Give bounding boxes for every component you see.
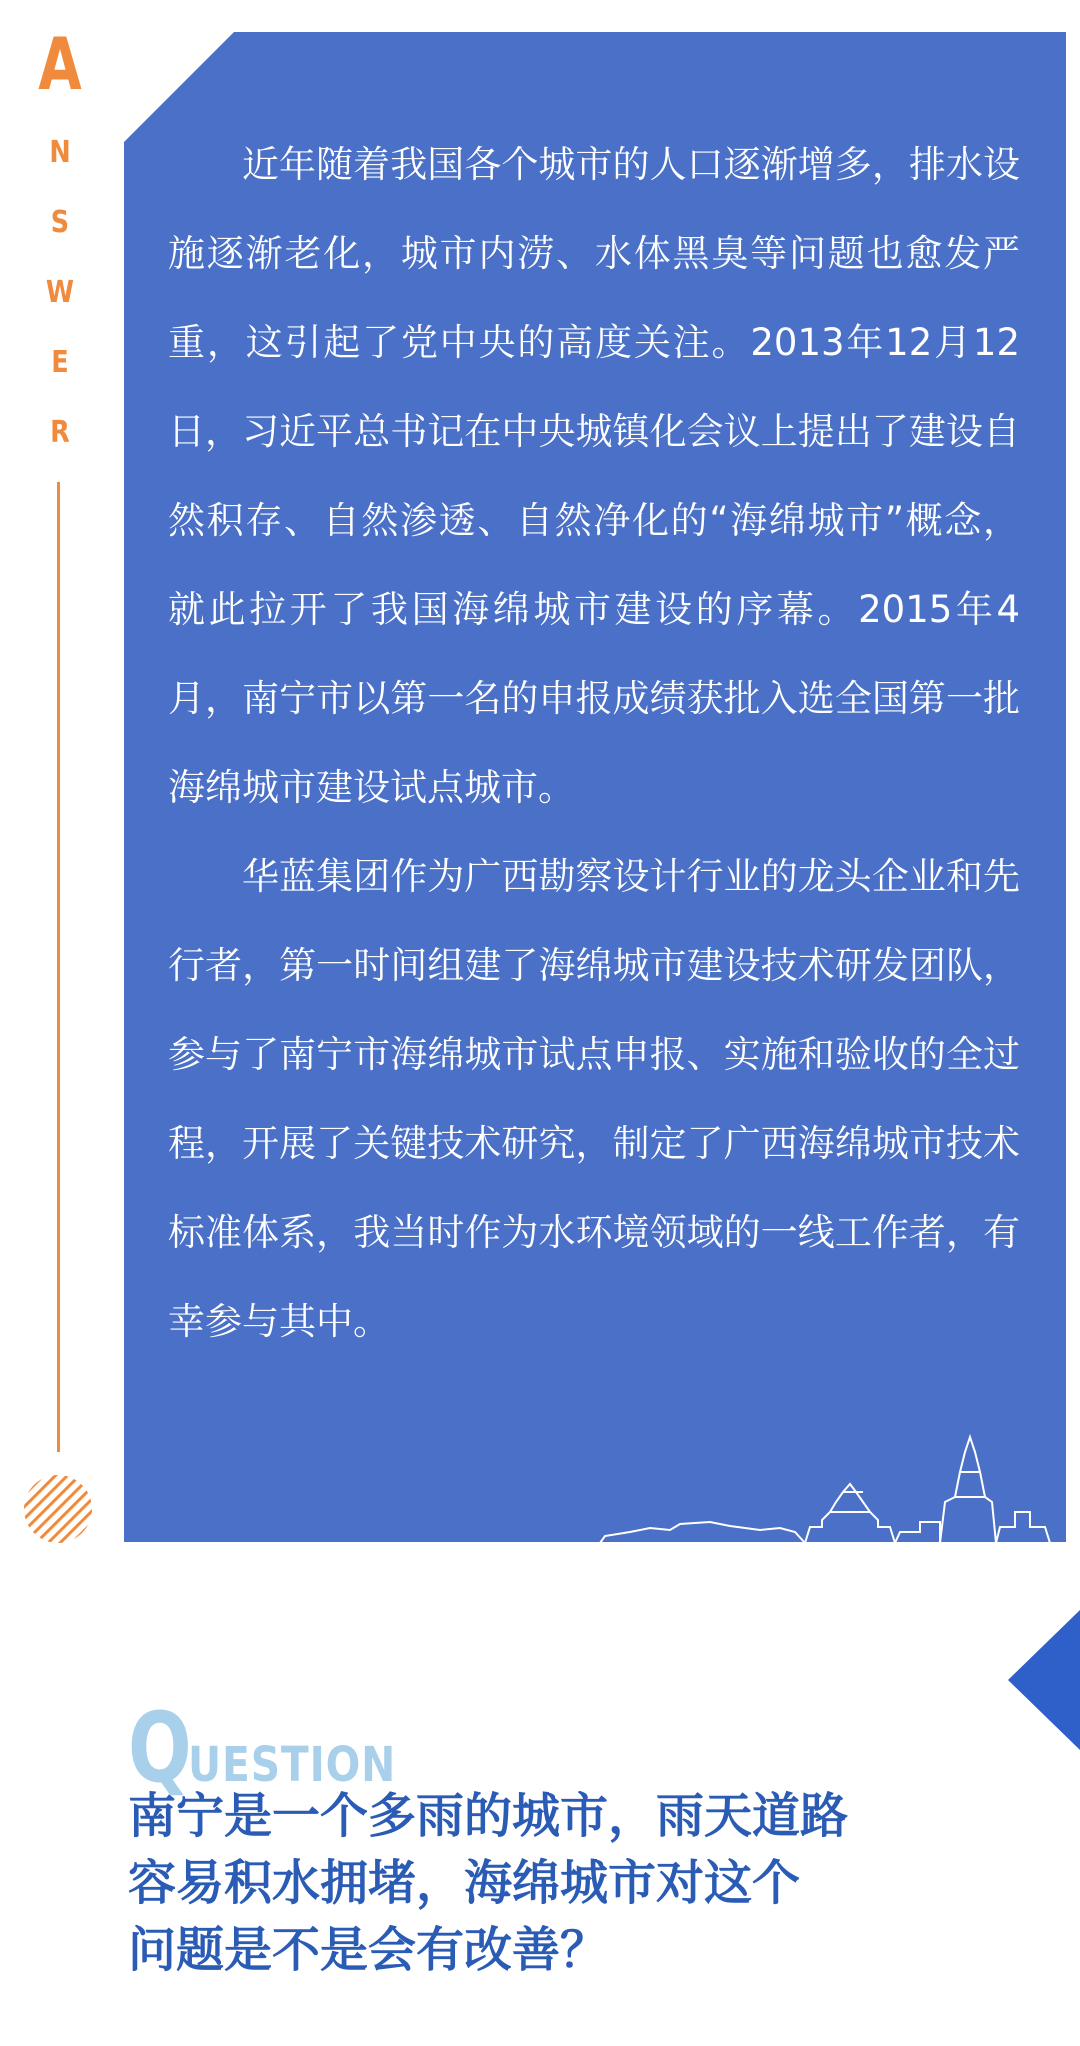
- question-label-rest: UESTION: [187, 1737, 396, 1793]
- question-text: [128, 1783, 988, 1984]
- answer-letter-a: A: [38, 22, 82, 106]
- answer-paragraph-2: 华蓝集团作为广西勘察设计行业的龙头企业和先行者，第一时间组建了海绵城市建设技术研发团队，参与了南宁市海绵城市试点申报、实施和验收的全过程，开展了关键技术研究，制定了广西海绵城市技术标准体系，我当时作为水环境领域的一线工作者，有幸参与其中。: [168, 855, 1020, 1343]
- answer-letter-n: N: [49, 135, 71, 170]
- answer-letter-s: S: [50, 205, 70, 240]
- answer-letter-e: E: [51, 345, 69, 380]
- question-line-1: 南宁是一个多雨的城市，雨天道路: [128, 1788, 849, 1844]
- answer-letter-r: R: [50, 415, 70, 450]
- answer-paragraph-1: 近年随着我国各个城市的人口逐渐增多，排水设施逐渐老化，城市内涝、水体黑臭等问题也愈发严重，这引起了党中央的高度关注。2013年12月12日，习近平总书记在中央城镇化会议上提出了建设自然积存、自然渗透、自然净化的“海绵城市”概念，就此拉开了我国海绵城市建设的序幕。2015年4月，南宁市以第一名的申报成绩获批入选全国第一批海绵城市建设试点城市。: [168, 143, 1020, 809]
- orange-divider-line: [57, 482, 60, 1452]
- question-letter-q: Q: [128, 1692, 192, 1804]
- answer-label: [30, 22, 90, 450]
- question-label: [128, 1692, 433, 1804]
- blue-triangle-decoration: [1008, 1610, 1080, 1750]
- question-line-2: 容易积水拥堵，海绵城市对这个: [128, 1855, 801, 1911]
- question-line-3: 问题是不是会有改善？: [128, 1922, 609, 1978]
- hatched-circle-icon: [22, 1473, 94, 1545]
- answer-body: [168, 120, 1020, 1366]
- city-skyline-icon: [560, 1432, 1066, 1544]
- answer-letter-w: W: [45, 275, 75, 310]
